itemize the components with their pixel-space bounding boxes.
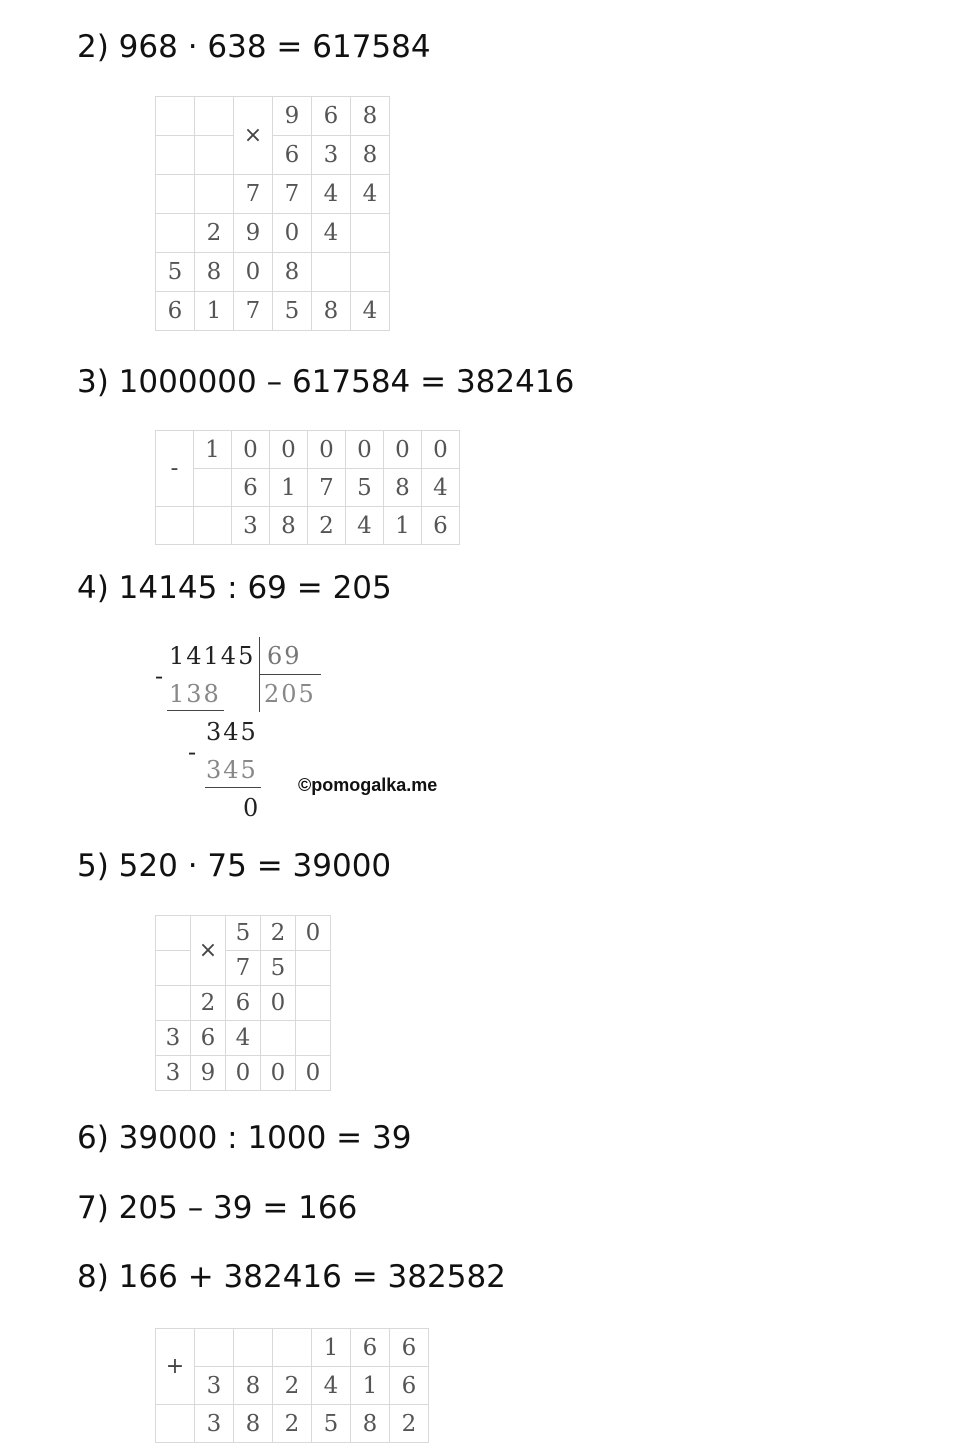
grid-cell: 0 — [346, 431, 384, 469]
grid-cell: 6 — [156, 292, 195, 331]
grid-cell: 4 — [312, 175, 351, 214]
grid-cell: 8 — [273, 253, 312, 292]
grid-cell: 3 — [156, 1021, 191, 1056]
grid-cell: 8 — [195, 253, 234, 292]
grid-cell: 0 — [232, 431, 270, 469]
grid-cell: 2 — [261, 916, 296, 951]
grid-cell: 2 — [308, 507, 346, 545]
grid-cell: 6 — [351, 1329, 390, 1367]
multiply-sign: × — [234, 97, 273, 175]
grid-cell — [351, 253, 390, 292]
grid-cell — [156, 136, 195, 175]
grid-cell — [351, 214, 390, 253]
grid-cell: 7 — [308, 469, 346, 507]
grid-cell: 6 — [422, 507, 460, 545]
grid-cell: 3 — [232, 507, 270, 545]
grid-cell: 8 — [234, 1405, 273, 1443]
grid-cell: 1 — [194, 431, 232, 469]
grid-cell — [156, 916, 191, 951]
grid-cell — [296, 986, 331, 1021]
grid-cell — [156, 507, 194, 545]
division-rule-1 — [167, 710, 224, 711]
grid-cell: 0 — [234, 253, 273, 292]
grid-cell: 8 — [351, 1405, 390, 1443]
grid-cell: 8 — [384, 469, 422, 507]
grid-cell: 4 — [312, 1367, 351, 1405]
equation-4: 4) 14145 : 69 = 205 — [77, 570, 392, 606]
grid-cell — [156, 97, 195, 136]
grid-cell: 6 — [390, 1329, 429, 1367]
grid-cell: 8 — [312, 292, 351, 331]
grid-cell: 5 — [261, 951, 296, 986]
grid-cell — [195, 1329, 234, 1367]
grid-cell: 8 — [234, 1367, 273, 1405]
grid-cell: 0 — [226, 1056, 261, 1091]
grid-cell: 2 — [273, 1367, 312, 1405]
grid-cell: 9 — [191, 1056, 226, 1091]
grid-cell: 1 — [312, 1329, 351, 1367]
multiplication-grid-520x75 — [155, 915, 331, 1091]
grid-cell: 4 — [346, 507, 384, 545]
grid-cell: 7 — [273, 175, 312, 214]
grid-cell — [194, 469, 232, 507]
equation-5: 5) 520 · 75 = 39000 — [77, 848, 392, 884]
grid-cell — [234, 1329, 273, 1367]
grid-cell: 7 — [234, 292, 273, 331]
grid-cell: 0 — [270, 431, 308, 469]
equation-8: 8) 166 + 382416 = 382582 — [77, 1259, 506, 1295]
equation-7: 7) 205 – 39 = 166 — [77, 1190, 358, 1226]
grid-cell: 4 — [312, 214, 351, 253]
grid-cell: 7 — [234, 175, 273, 214]
grid-cell: 1 — [270, 469, 308, 507]
grid-cell: 8 — [351, 97, 390, 136]
subtrahend-2: 345 — [206, 756, 258, 784]
equation-3: 3) 1000000 – 617584 = 382416 — [77, 364, 575, 400]
grid-cell: 2 — [191, 986, 226, 1021]
grid-cell — [195, 175, 234, 214]
grid-cell: 4 — [422, 469, 460, 507]
dividend: 14145 — [169, 642, 256, 670]
minus-sign: - — [156, 431, 194, 507]
grid-cell: 3 — [312, 136, 351, 175]
equation-6: 6) 39000 : 1000 = 39 — [77, 1120, 412, 1156]
grid-cell: 5 — [273, 292, 312, 331]
grid-cell: 9 — [234, 214, 273, 253]
grid-cell: 8 — [351, 136, 390, 175]
division-minus-2: - — [188, 738, 199, 766]
addition-grid-166-382416 — [155, 1328, 429, 1443]
division-bracket-horizontal — [259, 674, 321, 675]
grid-cell: 6 — [226, 986, 261, 1021]
grid-cell: 0 — [308, 431, 346, 469]
grid-cell: 7 — [226, 951, 261, 986]
grid-cell: 4 — [226, 1021, 261, 1056]
grid-cell — [312, 253, 351, 292]
grid-cell: 3 — [195, 1367, 234, 1405]
grid-cell: 4 — [351, 292, 390, 331]
grid-cell: 8 — [270, 507, 308, 545]
subtraction-grid-1000000-617584 — [155, 430, 460, 545]
equation-2: 2) 968 · 638 = 617584 — [77, 29, 431, 65]
grid-cell — [261, 1021, 296, 1056]
grid-cell: 4 — [351, 175, 390, 214]
final-remainder: 0 — [243, 794, 261, 822]
subtrahend-1: 138 — [169, 680, 221, 708]
grid-cell: 5 — [312, 1405, 351, 1443]
grid-cell: 1 — [195, 292, 234, 331]
division-minus-1: - — [155, 662, 166, 690]
quotient: 205 — [264, 680, 316, 708]
division-rule-2 — [205, 787, 261, 788]
grid-cell: 3 — [195, 1405, 234, 1443]
grid-cell — [156, 951, 191, 986]
grid-cell: 6 — [390, 1367, 429, 1405]
grid-cell: 6 — [273, 136, 312, 175]
grid-cell — [194, 507, 232, 545]
grid-cell — [273, 1329, 312, 1367]
multiply-sign: × — [191, 916, 226, 986]
grid-cell: 0 — [422, 431, 460, 469]
grid-cell: 5 — [346, 469, 384, 507]
grid-cell: 2 — [195, 214, 234, 253]
grid-cell: 2 — [390, 1405, 429, 1443]
grid-cell: 2 — [273, 1405, 312, 1443]
grid-cell: 5 — [226, 916, 261, 951]
grid-cell: 0 — [296, 916, 331, 951]
grid-cell: 6 — [312, 97, 351, 136]
grid-cell: 9 — [273, 97, 312, 136]
grid-cell: 0 — [273, 214, 312, 253]
grid-cell — [195, 136, 234, 175]
grid-cell: 6 — [232, 469, 270, 507]
grid-cell — [195, 97, 234, 136]
grid-cell — [156, 214, 195, 253]
watermark: ©pomogalka.me — [298, 775, 438, 795]
plus-sign: + — [156, 1329, 195, 1405]
grid-cell — [156, 1405, 195, 1443]
divisor: 69 — [267, 642, 302, 670]
grid-cell: 0 — [261, 1056, 296, 1091]
grid-cell: 0 — [296, 1056, 331, 1091]
grid-cell: 1 — [351, 1367, 390, 1405]
grid-cell: 0 — [261, 986, 296, 1021]
grid-cell: 3 — [156, 1056, 191, 1091]
grid-cell — [156, 175, 195, 214]
grid-cell — [156, 986, 191, 1021]
grid-cell: 1 — [384, 507, 422, 545]
grid-cell — [296, 951, 331, 986]
grid-cell: 5 — [156, 253, 195, 292]
partial-remainder: 345 — [206, 718, 258, 746]
grid-cell — [296, 1021, 331, 1056]
multiplication-grid-968x638 — [155, 96, 390, 331]
grid-cell: 6 — [191, 1021, 226, 1056]
grid-cell: 0 — [384, 431, 422, 469]
